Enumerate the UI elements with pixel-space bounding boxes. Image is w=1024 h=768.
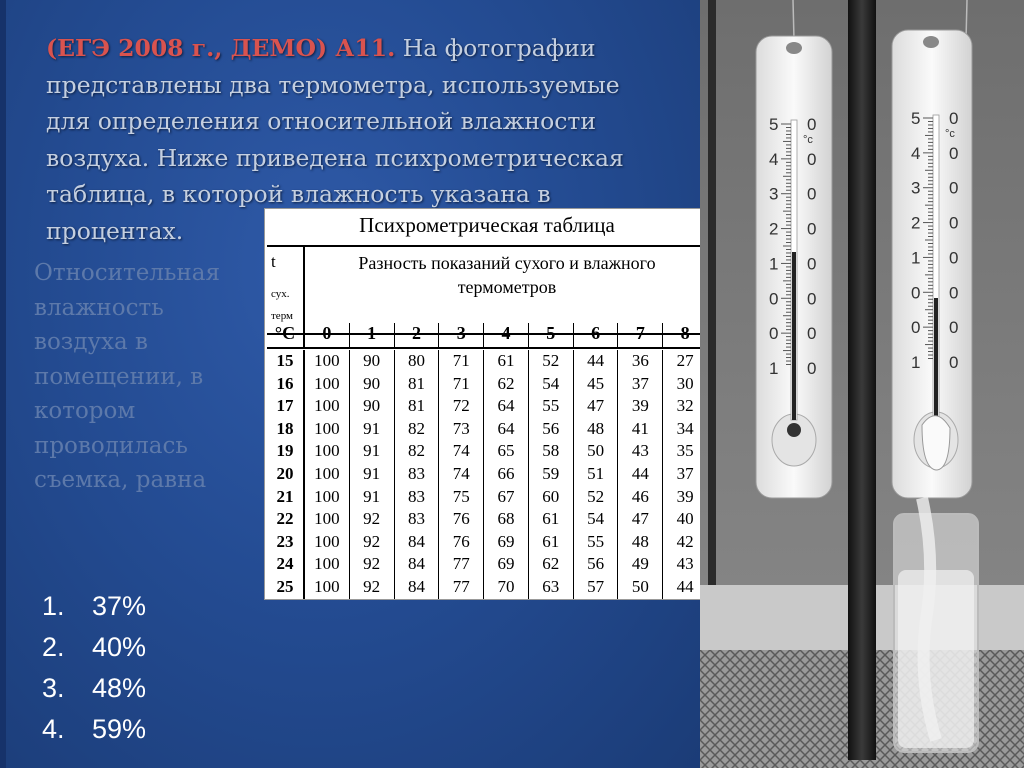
table-cell: 100 bbox=[305, 463, 350, 486]
table-cell: 40 bbox=[676, 509, 694, 529]
table-cell: 68 bbox=[484, 508, 529, 531]
photo-illustration bbox=[700, 0, 1024, 768]
scale-label: 2 bbox=[911, 213, 921, 233]
column-header-cell: 4 bbox=[484, 323, 529, 347]
table-cell: 64 bbox=[484, 418, 529, 441]
dry-mercury-column bbox=[792, 252, 796, 420]
scale-label: 2 bbox=[769, 219, 779, 239]
answer-text: 40% bbox=[92, 632, 147, 662]
dry-thermometer bbox=[756, 36, 832, 498]
answer-number: 1. bbox=[42, 591, 65, 621]
table-cell: 91 bbox=[350, 463, 395, 486]
table-cell: 59 bbox=[529, 463, 574, 486]
wet-thermometer bbox=[892, 30, 972, 498]
difference-header: Разность показаний сухого и влажного термометров bbox=[358, 253, 656, 297]
table-cell: 55 bbox=[529, 395, 574, 418]
table-cell: 41 bbox=[618, 418, 663, 441]
t-sub-dry: сух. bbox=[271, 288, 290, 300]
scale-label: 0 bbox=[769, 289, 779, 309]
table-cell: 62 bbox=[484, 373, 529, 396]
row-temperature: 19 bbox=[267, 440, 305, 463]
table-cell: 72 bbox=[439, 395, 484, 418]
table-cell: 46 bbox=[618, 486, 663, 509]
table-cell: 62 bbox=[529, 553, 574, 576]
table-row bbox=[267, 531, 707, 554]
table-cell: 76 bbox=[439, 508, 484, 531]
table-cell: 90 bbox=[350, 350, 395, 373]
answer-number: 4. bbox=[42, 714, 65, 744]
row-temperature: 22 bbox=[267, 508, 305, 531]
scale-label: 5 bbox=[769, 115, 779, 134]
answer-text: 37% bbox=[92, 591, 147, 621]
table-row bbox=[267, 463, 707, 486]
table-cell: 100 bbox=[305, 440, 350, 463]
table-cell: 74 bbox=[439, 463, 484, 486]
t-header-cell bbox=[267, 247, 305, 333]
table-cell: 81 bbox=[395, 395, 440, 418]
table-cell: 100 bbox=[305, 350, 350, 373]
table-cell: 56 bbox=[529, 418, 574, 441]
scale-label: 1 bbox=[911, 248, 921, 268]
column-header-row bbox=[267, 323, 707, 349]
row-temperature: 16 bbox=[267, 373, 305, 396]
table-cell: 60 bbox=[529, 486, 574, 509]
table-cell: 100 bbox=[305, 395, 350, 418]
scale-zero-label: 0 bbox=[807, 254, 817, 274]
table-cell: 90 bbox=[350, 373, 395, 396]
table-cell: 92 bbox=[350, 576, 395, 599]
table-cell: 44 bbox=[574, 350, 619, 373]
table-cell: 64 bbox=[484, 395, 529, 418]
water-glass bbox=[894, 498, 978, 752]
scale-label: 1 bbox=[911, 353, 921, 372]
table-cell: 91 bbox=[350, 418, 395, 441]
table-cell: 44 bbox=[676, 576, 694, 596]
table-cell: 50 bbox=[618, 576, 663, 599]
table-cell: 100 bbox=[305, 373, 350, 396]
table-header bbox=[267, 245, 707, 335]
scale-label: 5 bbox=[911, 109, 921, 128]
row-temperature: 20 bbox=[267, 463, 305, 486]
row-temperature: 23 bbox=[267, 531, 305, 554]
table-cell: 100 bbox=[305, 418, 350, 441]
row-temperature: 18 bbox=[267, 418, 305, 441]
table-cell: 71 bbox=[439, 373, 484, 396]
table-title: Психрометрическая таблица bbox=[359, 213, 615, 237]
scale-label: 0 bbox=[769, 324, 779, 344]
scale-label: 0 bbox=[911, 283, 921, 303]
row-temperature: 15 bbox=[267, 350, 305, 373]
table-cell: 57 bbox=[574, 576, 619, 599]
scale-zero-label: 0 bbox=[949, 318, 959, 338]
scale-label: 4 bbox=[911, 143, 921, 163]
scale-zero-label: 0 bbox=[949, 283, 959, 303]
table-cell: 47 bbox=[574, 395, 619, 418]
exam-reference: (ЕГЭ 2008 г., ДЕМО) А11. bbox=[46, 34, 396, 62]
table-cell: 55 bbox=[574, 531, 619, 554]
table-cell: 30 bbox=[676, 373, 694, 393]
wet-mercury-column bbox=[934, 298, 938, 420]
row-temperature: 24 bbox=[267, 553, 305, 576]
table-cell: 92 bbox=[350, 531, 395, 554]
table-cell: 100 bbox=[305, 576, 350, 599]
question-prompt: Относительная влажность воздуха в помещении, в котором проводилась съемка, равна bbox=[34, 260, 220, 493]
table-cell: 91 bbox=[350, 486, 395, 509]
table-cell: 83 bbox=[395, 463, 440, 486]
table-row bbox=[267, 553, 707, 576]
scale-zero-label: 0 bbox=[807, 115, 817, 134]
table-row bbox=[267, 350, 707, 373]
table-cell: 82 bbox=[395, 418, 440, 441]
table-cell: 76 bbox=[439, 531, 484, 554]
answer-text: 48% bbox=[92, 673, 147, 703]
scale-zero-label: 0 bbox=[949, 109, 959, 128]
answer-number: 3. bbox=[42, 673, 65, 703]
table-cell: 37 bbox=[676, 463, 694, 483]
table-cell: 39 bbox=[676, 486, 694, 506]
table-row bbox=[267, 440, 707, 463]
table-cell: 84 bbox=[395, 576, 440, 599]
table-cell: 82 bbox=[395, 440, 440, 463]
scale-zero-label: 0 bbox=[807, 219, 817, 239]
scale-zero-label: 0 bbox=[807, 289, 817, 309]
table-cell: 52 bbox=[529, 350, 574, 373]
table-cell: 39 bbox=[618, 395, 663, 418]
table-row bbox=[267, 395, 707, 418]
question-text: На фотографии представлены два термометра, используемые для определения относительной влажности воздуха. Ниже приведена психрометрическая таблица, в которой влажность указана в процентах. bbox=[46, 34, 624, 245]
column-header-cell: 0 bbox=[305, 323, 350, 347]
table-cell: 51 bbox=[574, 463, 619, 486]
column-header-cell: 1 bbox=[350, 323, 395, 347]
stand-pole bbox=[848, 0, 876, 760]
answer-number: 2. bbox=[42, 632, 65, 662]
table-cell: 61 bbox=[484, 350, 529, 373]
table-cell: 69 bbox=[484, 531, 529, 554]
table-cell: 61 bbox=[529, 508, 574, 531]
table-cell: 77 bbox=[439, 576, 484, 599]
scale-label: 4 bbox=[769, 149, 779, 169]
table-cell: 37 bbox=[618, 373, 663, 396]
table-cell: 66 bbox=[484, 463, 529, 486]
t-sub-term: терм bbox=[271, 310, 293, 322]
thermometer-photo bbox=[700, 0, 1024, 768]
table-cell: 100 bbox=[305, 553, 350, 576]
table-cell: 44 bbox=[618, 463, 663, 486]
column-header-cell: 8 bbox=[680, 323, 690, 343]
column-header-cell: 5 bbox=[529, 323, 574, 347]
scale-label: 3 bbox=[769, 184, 779, 204]
table-cell: 65 bbox=[484, 440, 529, 463]
scale-label: 3 bbox=[911, 178, 921, 198]
table-cell: 34 bbox=[676, 418, 694, 438]
table-row bbox=[267, 508, 707, 531]
table-cell: 58 bbox=[529, 440, 574, 463]
t-label: t bbox=[271, 252, 276, 271]
table-cell: 83 bbox=[395, 508, 440, 531]
table-cell: 49 bbox=[618, 553, 663, 576]
scale-unit: °c bbox=[803, 134, 813, 147]
scale-zero-label: 0 bbox=[807, 324, 817, 344]
scale-zero-label: 0 bbox=[807, 359, 817, 378]
table-cell: 71 bbox=[439, 350, 484, 373]
table-cell: 42 bbox=[676, 531, 694, 551]
table-row bbox=[267, 373, 707, 396]
answer-option[interactable] bbox=[42, 668, 146, 709]
table-row bbox=[267, 486, 707, 509]
table-cell: 91 bbox=[350, 440, 395, 463]
scale-label: 0 bbox=[911, 318, 921, 338]
table-cell: 84 bbox=[395, 531, 440, 554]
scale-label: 1 bbox=[769, 359, 779, 378]
answer-option[interactable] bbox=[42, 586, 146, 627]
table-cell: 74 bbox=[439, 440, 484, 463]
scale-zero-label: 0 bbox=[807, 149, 817, 169]
unit-cell: °С bbox=[267, 323, 305, 347]
table-cell: 48 bbox=[574, 418, 619, 441]
table-row bbox=[267, 576, 707, 599]
scale-zero-label: 0 bbox=[807, 184, 817, 204]
table-cell: 36 bbox=[618, 350, 663, 373]
psychrometric-table bbox=[264, 208, 710, 600]
table-cell: 80 bbox=[395, 350, 440, 373]
table-cell: 77 bbox=[439, 553, 484, 576]
table-cell: 92 bbox=[350, 553, 395, 576]
table-cell: 100 bbox=[305, 486, 350, 509]
column-header-cell: 3 bbox=[439, 323, 484, 347]
row-temperature: 21 bbox=[267, 486, 305, 509]
table-cell: 73 bbox=[439, 418, 484, 441]
table-cell: 63 bbox=[529, 576, 574, 599]
table-cell: 81 bbox=[395, 373, 440, 396]
table-cell: 54 bbox=[529, 373, 574, 396]
scale-zero-label: 0 bbox=[949, 213, 959, 233]
answer-text: 59% bbox=[92, 714, 147, 744]
scale-unit: °c bbox=[945, 128, 955, 141]
table-cell: 70 bbox=[484, 576, 529, 599]
table-cell: 83 bbox=[395, 486, 440, 509]
column-header-cell: 6 bbox=[574, 323, 619, 347]
table-cell: 56 bbox=[574, 553, 619, 576]
table-cell: 90 bbox=[350, 395, 395, 418]
table-body bbox=[267, 350, 707, 599]
answer-option[interactable] bbox=[42, 709, 146, 750]
column-header-cell: 2 bbox=[395, 323, 440, 347]
table-cell: 43 bbox=[676, 554, 694, 574]
table-cell: 54 bbox=[574, 508, 619, 531]
table-cell: 67 bbox=[484, 486, 529, 509]
table-row bbox=[267, 418, 707, 441]
table-cell: 47 bbox=[618, 508, 663, 531]
column-header-cell: 7 bbox=[618, 323, 663, 347]
table-cell: 48 bbox=[618, 531, 663, 554]
table-cell: 84 bbox=[395, 553, 440, 576]
table-cell: 100 bbox=[305, 508, 350, 531]
scale-zero-label: 0 bbox=[949, 353, 959, 372]
table-cell: 27 bbox=[676, 351, 694, 370]
scale-zero-label: 0 bbox=[949, 248, 959, 268]
table-cell: 61 bbox=[529, 531, 574, 554]
scale-label: 1 bbox=[769, 254, 779, 274]
table-cell: 100 bbox=[305, 531, 350, 554]
answer-list bbox=[42, 586, 146, 750]
table-cell: 75 bbox=[439, 486, 484, 509]
row-temperature: 17 bbox=[267, 395, 305, 418]
scale-zero-label: 0 bbox=[949, 178, 959, 198]
table-cell: 43 bbox=[618, 440, 663, 463]
scale-zero-label: 0 bbox=[949, 143, 959, 163]
table-cell: 69 bbox=[484, 553, 529, 576]
table-cell: 35 bbox=[676, 441, 694, 461]
table-cell: 52 bbox=[574, 486, 619, 509]
table-cell: 32 bbox=[676, 396, 694, 416]
row-temperature: 25 bbox=[267, 576, 305, 599]
table-cell: 92 bbox=[350, 508, 395, 531]
table-cell: 50 bbox=[574, 440, 619, 463]
table-cell: 45 bbox=[574, 373, 619, 396]
answer-option[interactable] bbox=[42, 627, 146, 668]
